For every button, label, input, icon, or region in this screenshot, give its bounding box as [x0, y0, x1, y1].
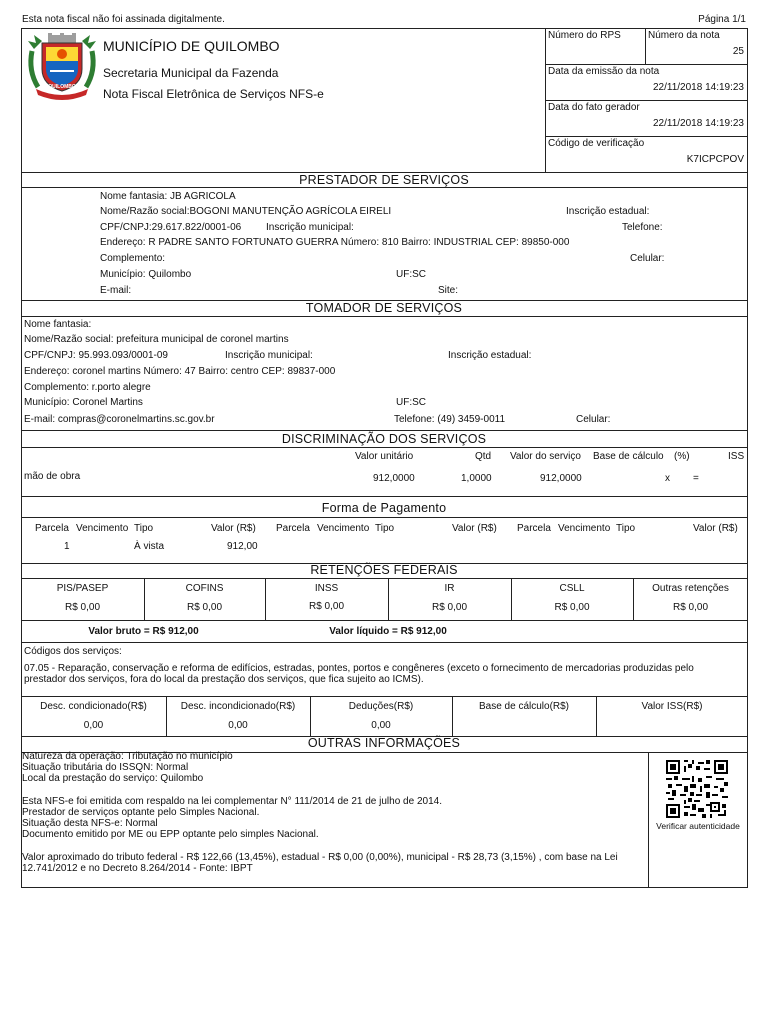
header-qtd: Qtd: [475, 451, 492, 462]
pay-col3-vencimento: Vencimento: [558, 523, 611, 534]
prestador-endereco: Endereço: R PADRE SANTO FORTUNATO GUERRA Número: 810 Bairro: INDUSTRIAL CEP: 89850-000: [100, 237, 570, 248]
rps-label: Número do RPS: [548, 30, 621, 41]
service-value: 912,0000: [540, 473, 582, 484]
verification-code-label: Código de verificação: [548, 138, 645, 149]
outras-l7: Documento emitido por ME ou EPP optante pelo simples Nacional.: [22, 829, 319, 840]
prestador-razao: Nome/Razão social:BOGONI MANUTENÇÃO AGRÍCOLA EIRELI: [100, 206, 392, 217]
pay-col1-tipo: Tipo: [134, 523, 154, 534]
tomador-endereco: Endereço: coronel martins Número: 47 Bairro: centro CEP: 89837-000: [24, 366, 336, 377]
retencao-outras-value: R$ 0,00: [672, 602, 709, 613]
valor-iss-label: Valor ISS(R$): [641, 701, 703, 712]
outras-l6: Situação desta NFS-e: Normal: [22, 818, 158, 829]
tomador-uf: UF:SC: [396, 397, 426, 408]
fato-gerador-label: Data do fato gerador: [548, 102, 640, 113]
valor-bruto: Valor bruto = R$ 912,00: [88, 626, 199, 637]
outras-l9: 12.741/2012 e no Decreto 8.264/2014 - Fonte: IBPT: [22, 863, 253, 874]
prestador-title: PRESTADOR DE SERVIÇOS: [299, 173, 469, 187]
fato-gerador-value: 22/11/2018 14:19:23: [652, 118, 744, 129]
prestador-site: Site:: [438, 285, 459, 296]
tomador-email: E-mail: compras@coronelmartins.sc.gov.br: [24, 414, 215, 425]
secretariat-name: Secretaria Municipal da Fazenda: [103, 66, 279, 80]
prestador-email: E-mail:: [100, 285, 132, 296]
deducoes-label: Deduções(R$): [348, 701, 414, 712]
desc-condicionado-label: Desc. condicionado(R$): [40, 701, 147, 712]
service-description: mão de obra: [24, 471, 81, 482]
service-equals: =: [693, 473, 699, 484]
nota-number-value: 25: [732, 46, 744, 57]
desc-incondicionado-value: 0,00: [228, 720, 248, 731]
deducoes-value: 0,00: [371, 720, 391, 731]
pay-col2-parcela: Parcela: [276, 523, 310, 534]
tomador-im: Inscrição municipal:: [225, 350, 313, 361]
outras-l5: Prestador de serviços optante pelo Simples Nacional.: [22, 807, 260, 818]
tomador-cnpj: CPF/CNPJ: 95.993.093/0001-09: [24, 350, 168, 361]
outras-l8: Valor aproximado do tributo federal - R$ 122,66 (13,45%), estadual - R$ 0,00 (0,00%), municipal - R$ 28,73 (3,15%) , com base na Lei: [22, 852, 618, 863]
codigos-line1: 07.05 - Reparação, conservação e reforma de edifícios, estradas, pontes, portos e congêneres (exceto o fornecimento de mercadorias produzidas pelo: [24, 663, 694, 674]
pay-row-tipo: À vista: [134, 541, 165, 552]
outras-l1: Natureza da operação: Tributação no município: [22, 751, 233, 762]
digital-signature-notice: Esta nota fiscal não foi assinada digitalmente.: [22, 14, 225, 25]
retencao-inss-value: R$ 0,00: [308, 601, 345, 612]
pay-row-parcela: 1: [64, 541, 70, 552]
pay-col1-vencimento: Vencimento: [76, 523, 129, 534]
header-base-calculo: Base de cálculo: [593, 451, 664, 462]
service-unit-value: 912,0000: [373, 473, 415, 484]
pay-col3-parcela: Parcela: [517, 523, 551, 534]
base-calculo-label: Base de cálculo(R$): [478, 701, 570, 712]
emission-date-label: Data da emissão da nota: [548, 66, 660, 77]
municipal-crest-icon: [24, 31, 100, 101]
prestador-cnpj: CPF/CNPJ:29.617.822/0001-06: [100, 222, 242, 233]
header-percent: (%): [674, 451, 690, 462]
tomador-celular: Celular:: [576, 414, 611, 425]
retencao-pis-label: PIS/PASEP: [56, 583, 109, 594]
retencao-inss-label: INSS: [314, 583, 339, 594]
tomador-municipio: Município: Coronel Martins: [24, 397, 143, 408]
tomador-telefone: Telefone: (49) 3459-0011: [394, 414, 506, 425]
tomador-fantasia: Nome fantasia:: [24, 319, 92, 330]
outras-l2: Situação tributária do ISSQN: Normal: [22, 762, 189, 773]
qr-verify-label[interactable]: Verificar autenticidade: [656, 821, 740, 831]
codigos-label: Códigos dos serviços:: [24, 646, 122, 657]
prestador-ie: Inscrição estadual:: [566, 206, 650, 217]
pay-col3-valor: Valor (R$): [693, 523, 738, 534]
emission-date-value: 22/11/2018 14:19:23: [652, 82, 744, 93]
pay-col2-tipo: Tipo: [375, 523, 395, 534]
page-number: Página 1/1: [698, 14, 746, 25]
pay-col1-valor: Valor (R$): [211, 523, 256, 534]
prestador-fantasia: Nome fantasia: JB AGRICOLA: [100, 191, 236, 202]
retencao-csll-value: R$ 0,00: [554, 602, 590, 613]
pay-col2-valor: Valor (R$): [452, 523, 497, 534]
header-valor-unitario: Valor unitário: [355, 451, 414, 462]
service-qtd: 1,0000: [461, 473, 492, 484]
prestador-uf: UF:SC: [396, 269, 426, 280]
retencoes-title: RETENÇÕES FEDERAIS: [310, 563, 458, 577]
pagamento-title: Forma de Pagamento: [321, 501, 447, 515]
pay-col3-tipo: Tipo: [616, 523, 636, 534]
municipality-name: MUNICÍPIO DE QUILOMBO: [103, 38, 280, 54]
retencao-pis-value: R$ 0,00: [64, 602, 101, 613]
prestador-municipio: Município: Quilombo: [100, 269, 192, 280]
header-iss: ISS: [728, 451, 745, 462]
outras-l3: Local da prestação do serviço: Quilombo: [22, 773, 204, 784]
qr-code-icon[interactable]: [666, 760, 728, 818]
header-valor-servico: Valor do serviço: [510, 451, 581, 462]
pay-row-valor: 912,00: [227, 541, 258, 552]
prestador-celular: Celular:: [630, 253, 665, 264]
retencao-ir-value: R$ 0,00: [431, 602, 468, 613]
document-title: Nota Fiscal Eletrônica de Serviços NFS-e: [103, 87, 324, 101]
outras-l4: Esta NFS-e foi emitida com respaldo na lei complementar N° 111/2014 de 21 de julho de 2014.: [22, 796, 442, 807]
retencao-cofins-label: COFINS: [185, 583, 224, 594]
tomador-razao: Nome/Razão social: prefeitura municipal de coronel martins: [24, 334, 289, 345]
prestador-im: Inscrição municipal:: [266, 222, 354, 233]
desc-condicionado-value: 0,00: [83, 720, 104, 731]
outras-title: OUTRAS INFORMAÇÕES: [307, 736, 461, 750]
nota-number-label: Número da nota: [648, 30, 720, 41]
service-x: x: [665, 473, 670, 484]
prestador-complemento: Complemento:: [100, 253, 166, 264]
retencao-ir-label: IR: [444, 583, 455, 594]
pay-col2-vencimento: Vencimento: [317, 523, 370, 534]
verification-code-value: K7ICPCPOV: [686, 154, 744, 165]
retencao-cofins-value: R$ 0,00: [186, 602, 223, 613]
tomador-title: TOMADOR DE SERVIÇOS: [305, 301, 463, 315]
retencao-outras-label: Outras retenções: [652, 583, 729, 594]
codigos-line2: prestador dos serviços, fora do local da prestação dos serviços, que fica sujeito ao ICMS).: [24, 674, 424, 685]
crest-motto: QUILOMBO: [48, 84, 76, 90]
retencao-csll-label: CSLL: [559, 583, 585, 594]
tomador-ie: Inscrição estadual:: [448, 350, 532, 361]
prestador-telefone: Telefone:: [622, 222, 663, 233]
pay-col1-parcela: Parcela: [35, 523, 69, 534]
discriminacao-title: DISCRIMINAÇÃO DOS SERVIÇOS: [281, 432, 487, 446]
desc-incondicionado-label: Desc. incondicionado(R$): [180, 701, 296, 712]
valor-liquido: Valor líquido = R$ 912,00: [329, 626, 447, 637]
tomador-complemento: Complemento: r.porto alegre: [24, 382, 151, 393]
